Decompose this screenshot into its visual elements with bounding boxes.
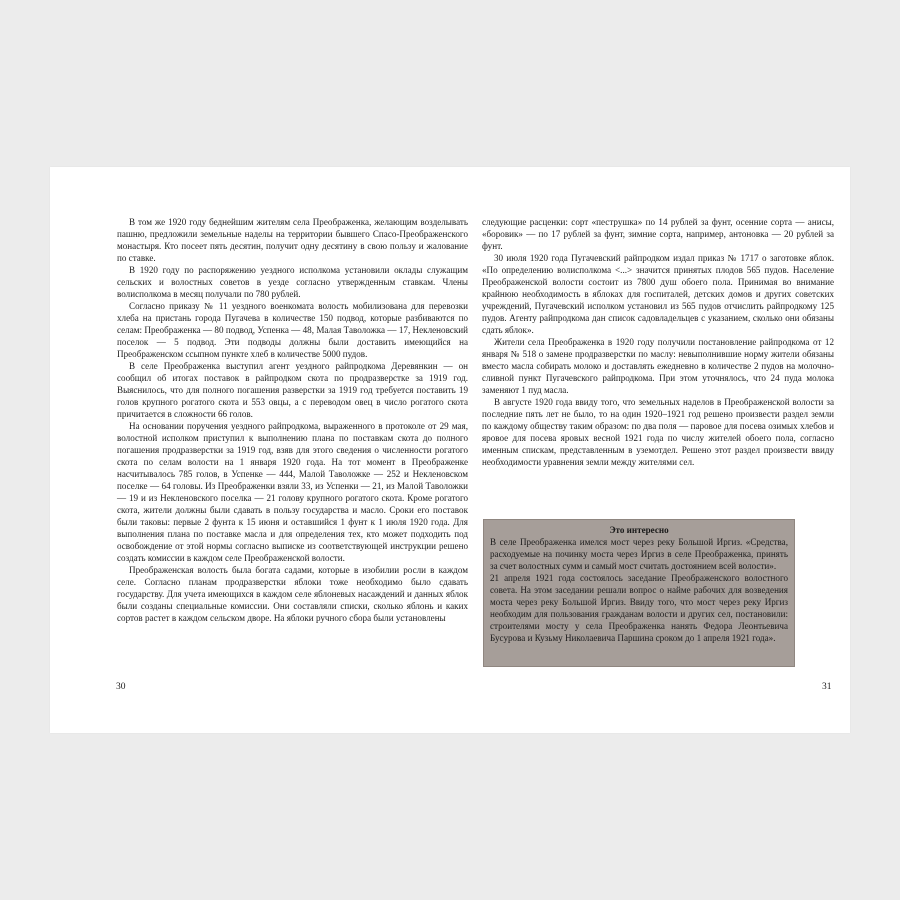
right-page-text	[482, 216, 834, 468]
paragraph: следующие расценки: сорт «пеструшка» по 14 рублей за фунт, осенние сорта — анисы, «боровик» — по 17 рублей за фунт, зимние сорта, например, антоновка — 20 рублей за фунт.	[482, 217, 834, 251]
paragraph: В селе Преображенка выступил агент уездного райпродкома Деревянкин — он сообщил об итогах поставок в райпродком скота по продразверстке за 1919 год. Выяснилось, что для полного погашения разверстки за 1919 год требуется поставить 19 голов крупного рогатого скота и 553 овцы, а с переводом овец в число рогатого скота причитается в сложности 66 голов.	[117, 361, 468, 419]
page-number-right: 31	[822, 682, 832, 692]
paragraph: На основании поручения уездного райпродкома, выраженного в протоколе от 29 мая, волостной исполком приступил к выполнению плана по поставкам скота до полного погашения продразверстки за 1919 год, взяв для этого сведения о численности рогатого скота по селам волости на 1 января 1920 года. На тот момент в Преображенке насчитывалось 785 голов, в Успенке — 444, Малой Таволожке — 252 и Некленовском поселке — 64 головы. Из Преображенки взяли 33, из Успенки — 21, из Малой Таволожки — 19 и из Некленовского поселка — 21 голову крупного рогатого скота. Кроме рогатого скота, жители должны были сдавать в пользу государства и масло. Сроки его поставок были таковы: первые 2 фунта к 15 июня и оставшийся 1 фунт к 1 июля 1920 года. Для выполнения плана по поставке масла и для определения тех, кто может подходить под освобождение от этой нормы согласно выписке из соответствующей инструкции решено создать комиссии в каждом селе Преображенской волости.	[117, 421, 468, 563]
paragraph: Преображенская волость была богата садами, которые в изобилии росли в каждом селе. Согласно планам продразверстки яблоки тоже необходимо было сдавать государству. Для учета имеющихся в каждом селе яблоневых насаждений и данных яблок были созданы специальные комиссии. Они составляли списки, сколько яблонь и каких сортов растет в каждом сельском дворе. На яблоки ручного сбора были установлены	[117, 565, 468, 623]
paragraph: Согласно приказу № 11 уездного военкомата волость мобилизована для перевозки хлеба на пристань города Пугачева в количестве 150 подвод, которые разбиваются по селам: Преображенка — 80 подвод, Успенка — 48, Малая Таволожка — 17, Некленовский поселок — 5 подвод. Эти подводы должны были доставить имеющийся на Преображенском ссыпном пункте хлеб в количестве 5000 пудов.	[117, 301, 468, 359]
sidebar-title: Это интересно	[609, 525, 669, 535]
page-number-left: 30	[116, 682, 126, 692]
left-page-text	[117, 216, 468, 624]
sidebar-paragraph: 21 апреля 1921 года состоялось заседание Преображенского волостного совета. На этом заседании решали вопрос о найме рабочих для возведения моста через реку Большой Иргиз. Ввиду того, что мост через реку Иргиз необходим для пользования гражданам волости и других сел, постановили: строителями мосту у села Преображенка нанять Федора Леонтьевича Бусурова и Кузьму Николаевича Паршина сроком до 1 апреля 1921 года».	[490, 573, 788, 643]
paragraph: В августе 1920 года ввиду того, что земельных наделов в Преображенской волости за последние пять лет не было, то на один 1920–1921 год решено произвести раздел земли по каждому обществу таким образом: по два поля — паровое для посева озимых хлебов и яровое для посева яровых весной 1921 года по числу жителей обоего пола, согласно именным спискам, представленным в уземотдел. Решено этот раздел произвести ввиду необходимости уравнения земли между жителями сел.	[482, 397, 834, 467]
book-spread	[50, 167, 850, 733]
paragraph: В 1920 году по распоряжению уездного исполкома установили оклады служащим сельских и волостных советов в уезде согласно утвержденным ставкам. Члены волисполкома в месяц получали по 780 рублей.	[117, 265, 468, 299]
sidebar-paragraph: В селе Преображенка имелся мост через реку Большой Иргиз. «Средства, расходуемые на починку моста через Иргиз в селе Преображенка, принять за счет волостных сумм и самый мост считать достоянием всей волости».	[490, 537, 788, 571]
interesting-fact-box	[483, 519, 795, 667]
paragraph: Жители села Преображенка в 1920 году получили постановление райпродкома от 12 января № 518 о замене продразверстки по маслу: невыполнившие норму жители обязаны вместо масла собирать молоко и доставлять ежедневно в количестве 2 пудов на молочно-сливной пункт Пугачевского райпродкома. При этом уточнялось, что 24 пуда молока заменяют 1 пуд масла.	[482, 337, 834, 395]
paragraph: 30 июля 1920 года Пугачевский райпродком издал приказ № 1717 о заготовке яблок. «По определению волисполкома <...> значится принятых плодов 565 пудов. Население Преображенской волости состоит из 7800 душ обоего пола. Принимая во внимание крайнюю необходимость в яблоках для госпиталей, детских домов и других советских учреждений, Пугачевский исполком установил из 565 пудов отчислить райпродкому 125 пудов. Агенту райпродкома дан список садовладельцев с указанием, сколько они обязаны сдать яблок».	[482, 253, 834, 335]
paragraph: В том же 1920 году беднейшим жителям села Преображенка, желающим возделывать пашню, предложили земельные наделы на территории бывшего Спасо-Преображенского монастыря. Кто посеет пять десятин, получит одну десятину в свою пользу и жалование по ставке.	[117, 217, 468, 263]
